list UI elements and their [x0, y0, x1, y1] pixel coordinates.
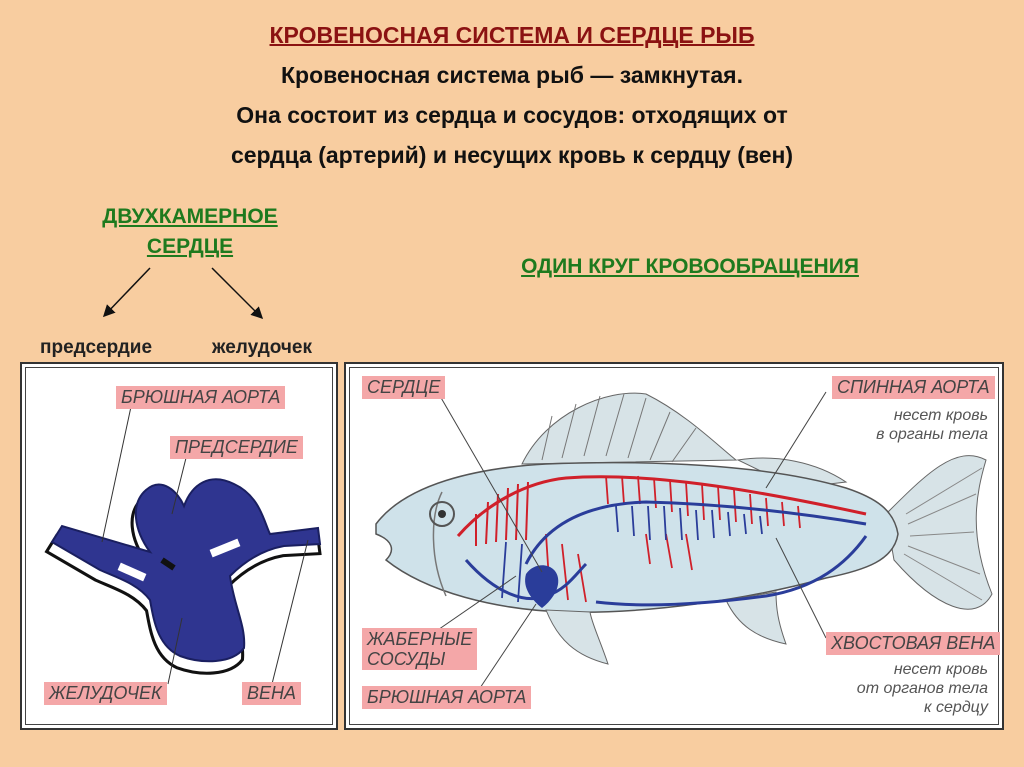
ventricle-caption: желудочек: [212, 337, 313, 358]
label-fish-ventral-aorta: БРЮШНАЯ АОРТА: [362, 686, 531, 709]
fish-diagram-panel: [344, 362, 1004, 730]
tail-note-line-3: к сердцу: [924, 699, 988, 716]
page-title: КРОВЕНОСНАЯ СИСТЕМА И СЕРДЦЕ РЫБ: [269, 22, 755, 48]
dorsal-note-line-1: несет кровь: [893, 407, 988, 424]
dorsal-note-line-2: в органы тела: [876, 426, 988, 443]
circulation-heading: ОДИН КРУГ КРОВООБРАЩЕНИЯ: [521, 255, 859, 278]
fish-body: [376, 463, 898, 613]
heart-type-line-1: ДВУХКАМЕРНОЕ: [102, 205, 278, 228]
heart-type-line-2: СЕРДЦЕ: [146, 235, 234, 258]
label-ventral-aorta: БРЮШНАЯ АОРТА: [116, 386, 285, 409]
atrium-caption: предсердие: [40, 337, 153, 358]
arrow-to-atrium: [104, 268, 150, 316]
dorsal-aorta-note: [876, 406, 988, 444]
label-ventricle: ЖЕЛУДОЧЕК: [44, 682, 167, 705]
label-dorsal-aorta: СПИННАЯ АОРТА: [832, 376, 995, 399]
gill-vessels-line-1: ЖАБЕРНЫЕ: [367, 629, 473, 649]
gill-vessels-line-2: СОСУДЫ: [367, 649, 446, 669]
subtitle-line-3: сердца (артерий) и несущих кровь к сердцу (вен): [230, 142, 794, 168]
tail-note-line-1: несет кровь: [893, 661, 988, 678]
subtitle-line-2: Она состоит из сердца и сосудов: отходящих от: [236, 102, 788, 128]
tail-fin: [886, 456, 992, 610]
label-vein: ВЕНА: [242, 682, 301, 705]
label-heart: СЕРДЦЕ: [362, 376, 445, 399]
tail-note-line-2: от органов тела: [856, 680, 988, 697]
arrow-to-ventricle: [212, 268, 262, 318]
heart-illustration: [22, 364, 336, 728]
tail-vein-note: [857, 660, 988, 717]
subtitle-line-1: Кровеносная система рыб — замкнутая.: [280, 62, 743, 88]
label-gill-vessels: [362, 628, 477, 670]
label-tail-vein: ХВОСТОВАЯ ВЕНА: [826, 632, 1000, 655]
heart-diagram-panel: [20, 362, 338, 730]
heart-shape: [52, 479, 320, 661]
label-atrium: ПРЕДСЕРДИЕ: [170, 436, 303, 459]
